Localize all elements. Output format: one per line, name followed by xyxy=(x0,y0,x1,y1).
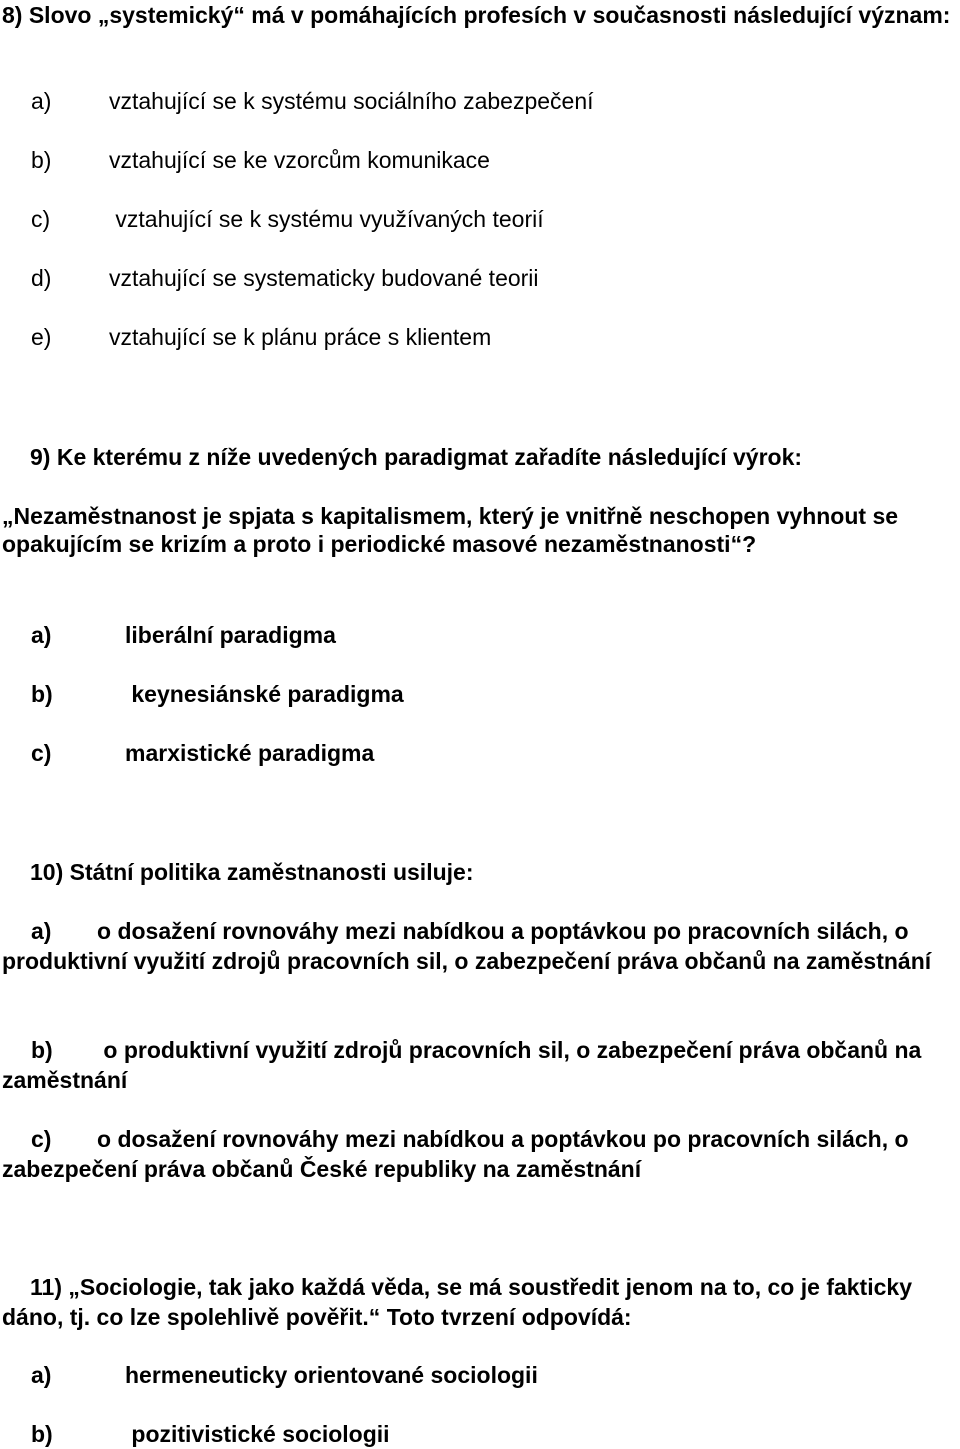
option-letter: c) xyxy=(31,1126,52,1152)
question-11-option-b[interactable] xyxy=(2,1419,390,1449)
option-text: pozitivistické sociologii xyxy=(125,1421,390,1447)
option-text: vztahující se systematicky budované teorii xyxy=(109,265,539,291)
question-8-option-d[interactable] xyxy=(2,263,539,293)
option-text: keynesiánské paradigma xyxy=(125,681,404,707)
option-letter: a) xyxy=(31,622,52,648)
option-letter: b) xyxy=(31,147,52,173)
option-text: o dosažení rovnováhy mezi nabídkou a poptávkou po pracovních silách, o zabezpečení práva občanů České republiky na zaměstnání xyxy=(2,1126,909,1182)
option-text: vztahující se k systému sociálního zabezpečení xyxy=(109,88,594,114)
option-text: liberální paradigma xyxy=(125,622,336,648)
option-letter: a) xyxy=(31,918,52,944)
option-letter: b) xyxy=(31,1037,53,1063)
question-9-quote: „Nezaměstnanost je spjata s kapitalismem, který je vnitřně neschopen vyhnout se opakujícím se krizím a proto i periodické masové nezaměstnanosti“? xyxy=(2,503,899,557)
option-text: o produktivní využití zdrojů pracovních sil, o zabezpečení práva občanů na zaměstnání xyxy=(2,1037,922,1093)
question-10-option-a[interactable] xyxy=(2,916,958,976)
option-letter: d) xyxy=(31,265,52,291)
option-text: o dosažení rovnováhy mezi nabídkou a poptávkou po pracovních silách, o produktivní využití zdrojů pracovních sil, o zabezpečení práva občanů na zaměstnání xyxy=(2,918,932,974)
option-letter: b) xyxy=(31,1421,53,1447)
question-10-option-c[interactable] xyxy=(2,1124,958,1184)
question-8-option-b[interactable] xyxy=(2,145,490,175)
question-9-option-c[interactable] xyxy=(2,738,374,768)
question-10-title: 10) Státní politika zaměstnanosti usiluje: xyxy=(30,859,474,885)
option-letter: c) xyxy=(31,740,52,766)
option-text: vztahující se ke vzorcům komunikace xyxy=(109,147,490,173)
option-text: hermeneuticky orientované sociologii xyxy=(125,1362,538,1388)
option-text: vztahující se k systému využívaných teorií xyxy=(109,206,544,232)
option-text: marxistické paradigma xyxy=(125,740,375,766)
question-9-title: 9) Ke kterému z níže uvedených paradigmat zařadíte následující výrok: xyxy=(30,444,803,470)
option-letter: b) xyxy=(31,681,53,707)
option-letter: e) xyxy=(31,324,52,350)
option-letter: a) xyxy=(31,1362,52,1388)
question-11-title: 11) „Sociologie, tak jako každá věda, se má soustředit jenom na to, co je fakticky dáno, tj. co lze spolehlivě pověřit.“ Toto tvrzení odpovídá: xyxy=(2,1274,912,1330)
question-10-option-b[interactable] xyxy=(2,1035,958,1095)
question-9-option-a[interactable] xyxy=(2,620,336,650)
question-8-option-a[interactable] xyxy=(2,86,594,116)
option-letter: c) xyxy=(31,206,51,232)
question-9-option-b[interactable] xyxy=(2,679,404,709)
question-11-option-a[interactable] xyxy=(2,1360,538,1390)
question-8-option-c[interactable] xyxy=(2,204,544,234)
question-8-title: 8) Slovo „systemický“ má v pomáhajících profesích v současnosti následující význam: xyxy=(2,2,951,28)
question-8-option-e[interactable] xyxy=(2,322,491,352)
option-letter: a) xyxy=(31,88,52,114)
option-text: vztahující se k plánu práce s klientem xyxy=(109,324,492,350)
